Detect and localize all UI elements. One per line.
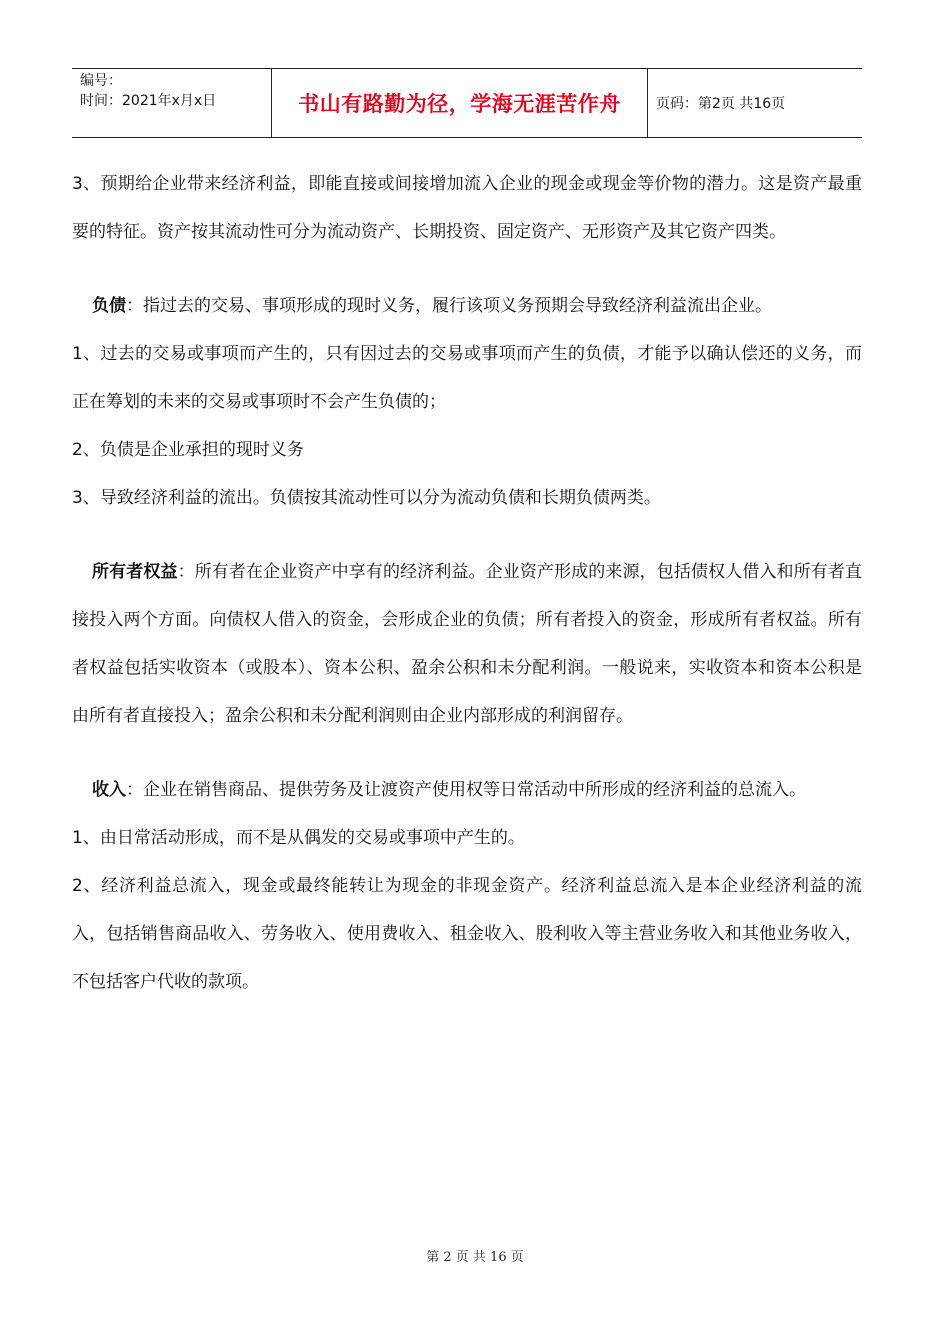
document-body (72, 160, 862, 1006)
page-info: 页码：第2页 共16页 (656, 96, 786, 112)
asset-point-3: 3、预期给企业带来经济利益，即能直接或间接增加流入企业的现金或现金等价物的潜力。这是资产最重要的特征。资产按其流动性可分为流动资产、长期投资、固定资产、无形资产及其它资产四类。 (72, 174, 862, 242)
equity-def-text: ：所有者在企业资产中享有的经济利益。企业资产形成的来源，包括债权人借入和所有者直接投入两个方面。向债权人借入的资金，会形成企业的负债；所有者投入的资金，形成所有者权益。所有者权益包括实收资本（或股本）、资本公积、盈余公积和未分配利润。一般说来，实收资本和资本公积是由所有者直接投入；盈余公积和未分配利润则由企业内部形成的利润留存。 (72, 562, 863, 726)
revenue-definition (72, 766, 862, 814)
equity-term: 所有者权益 (92, 562, 178, 582)
revenue-term: 收入 (92, 780, 126, 800)
header-motto-cell (272, 69, 648, 137)
liability-term: 负债 (92, 296, 126, 316)
header-meta (72, 69, 272, 137)
motto: 书山有路勤为径，学海无涯苦作舟 (298, 91, 621, 116)
revenue-point-2: 2、经济利益总流入，现金或最终能转让为现金的非现金资产。经济利益总流入是本企业经济利益的流入，包括销售商品收入、劳务收入、使用费收入、租金收入、股利收入等主营业务收入和其他业务收入，不包括客户代收的款项。 (72, 876, 862, 992)
page-footer: 第 2 页 共 16 页 (426, 1250, 524, 1265)
time-label: 时间：2021年x月x日 (80, 93, 217, 109)
number-label: 编号： (80, 73, 122, 89)
header-page-info (648, 69, 862, 137)
liability-point-3: 3、导致经济利益的流出。负债按其流动性可以分为流动负债和长期负债两类。 (72, 488, 661, 508)
liability-point-1: 1、过去的交易或事项而产生的，只有因过去的交易或事项而产生的负债，才能予以确认偿还的义务，而正在筹划的未来的交易或事项时不会产生负债的； (72, 344, 862, 412)
liability-def-text: ：指过去的交易、事项形成的现时义务，履行该项义务预期会导致经济利益流出企业。 (126, 296, 772, 316)
page-header (72, 68, 862, 138)
revenue-point-1: 1、由日常活动形成，而不是从偶发的交易或事项中产生的。 (72, 828, 525, 848)
liability-definition (72, 282, 862, 330)
revenue-def-text: ：企业在销售商品、提供劳务及让渡资产使用权等日常活动中所形成的经济利益的总流入。 (126, 780, 806, 800)
liability-point-2: 2、负债是企业承担的现时义务 (72, 440, 304, 460)
equity-definition (72, 548, 862, 740)
